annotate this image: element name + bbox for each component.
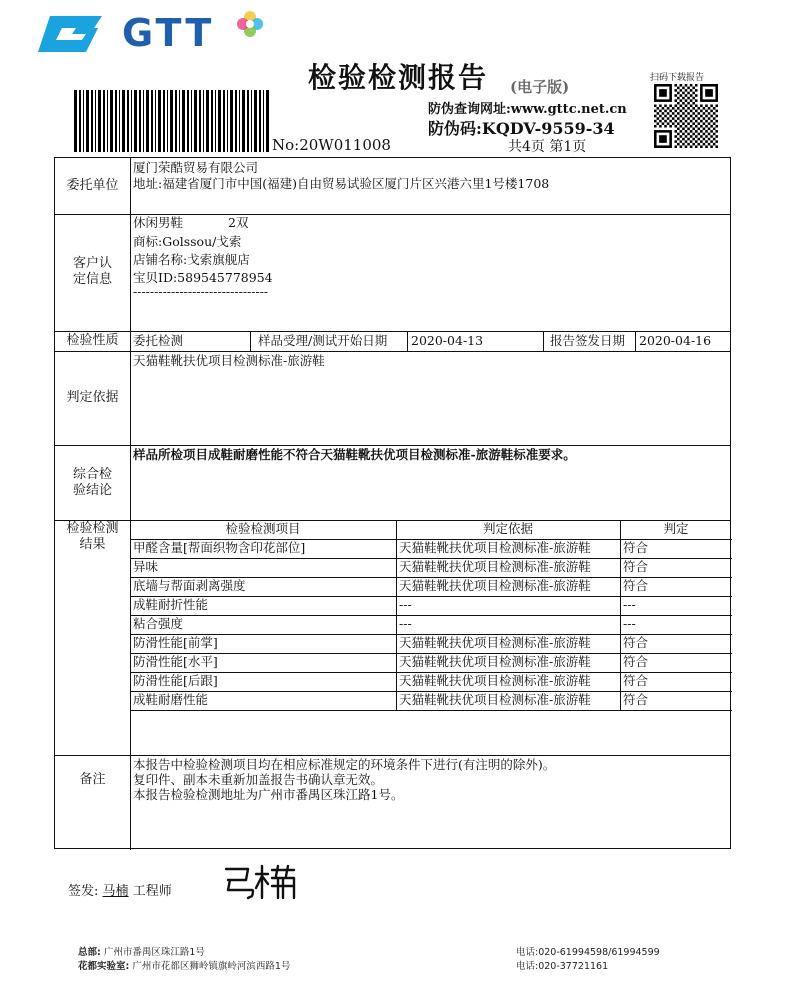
report-table xyxy=(54,157,731,849)
result-item: 防滑性能[前掌] xyxy=(133,635,218,650)
result-item: 防滑性能[水平] xyxy=(133,654,218,669)
client-label: 委托单位 xyxy=(66,178,119,193)
result-item: 异味 xyxy=(133,559,159,574)
result-item: 防滑性能[后跟] xyxy=(133,673,218,688)
sample-label: 客户认定信息 xyxy=(72,256,112,287)
hq-label: 总部: xyxy=(78,947,101,958)
conclusion-label: 综合检验结论 xyxy=(72,467,112,498)
result-row xyxy=(130,596,732,615)
gtt-logo-icon xyxy=(36,14,106,54)
result-basis: 天猫鞋靴扶优项目检测标准-旅游鞋 xyxy=(399,578,591,593)
result-item: 粘合强度 xyxy=(133,616,184,631)
basis-value: 天猫鞋靴扶优项目检测标准-旅游鞋 xyxy=(133,353,325,368)
antifake-url: 防伪查询网址:www.gttc.net.cn xyxy=(428,102,627,117)
hq-phone: 电话:020-61994598/61994599 xyxy=(516,947,660,958)
remarks-line-2: 复印件、副本未重新加盖报告书确认章无效。 xyxy=(133,772,384,787)
page-count: 共4页 第1页 xyxy=(508,139,587,155)
result-basis: --- xyxy=(399,616,412,631)
sample-item-id: 宝贝ID:589545778954 xyxy=(133,270,273,285)
sample-brand: 商标:Golssou/戈索 xyxy=(133,234,242,249)
result-basis: 天猫鞋靴扶优项目检测标准-旅游鞋 xyxy=(399,635,591,650)
barcode-icon xyxy=(74,90,270,152)
inspection-label: 检验性质 xyxy=(66,333,119,348)
brand-name: GTT xyxy=(122,11,215,55)
qr-label: 扫码下载报告 xyxy=(650,73,705,83)
report-number: No:20W011008 xyxy=(272,136,391,154)
issue-date-label: 报告签发日期 xyxy=(550,333,626,348)
lab-phone: 电话:020-37721161 xyxy=(516,961,609,972)
lab-label: 花都实验室: xyxy=(78,961,130,972)
issue-date: 2020-04-16 xyxy=(639,333,712,348)
result-verdict: 符合 xyxy=(623,559,649,574)
basis-label: 判定依据 xyxy=(66,390,119,405)
client-address: 地址:福建省厦门市中国(福建)自由贸易试验区厦门片区兴港六里1号楼1708 xyxy=(133,176,550,191)
result-item: 成鞋耐折性能 xyxy=(133,597,209,612)
result-basis: 天猫鞋靴扶优项目检测标准-旅游鞋 xyxy=(399,692,591,707)
header-basis: 判定依据 xyxy=(482,521,533,536)
result-verdict: 符合 xyxy=(623,692,649,707)
result-row xyxy=(130,653,732,672)
inspection-type: 委托检测 xyxy=(133,333,184,348)
header-verdict: 判定 xyxy=(663,521,689,536)
remarks-label: 备注 xyxy=(79,772,106,787)
result-basis: --- xyxy=(399,597,412,612)
remarks-line-1: 本报告中检验检测项目均在相应标准规定的环境条件下进行(有注明的除外)。 xyxy=(133,757,556,772)
result-row xyxy=(130,615,732,634)
remarks-line-3: 本报告检验检测地址为广州市番禺区珠江路1号。 xyxy=(133,787,404,802)
result-row xyxy=(130,672,732,691)
result-row xyxy=(130,634,732,653)
handwritten-signature xyxy=(222,862,298,900)
page-title: 检验检测报告 xyxy=(308,61,489,94)
result-verdict: --- xyxy=(623,597,636,612)
result-item: 甲醛含量[帮面织物含印花部位] xyxy=(133,540,306,555)
qr-code-icon[interactable] xyxy=(654,84,718,148)
signoff-label: 签发: xyxy=(68,884,99,899)
client-name: 厦门荣酷贸易有限公司 xyxy=(133,160,259,175)
header-item: 检验检测项目 xyxy=(225,521,301,536)
start-date: 2020-04-13 xyxy=(411,333,484,348)
result-basis: 天猫鞋靴扶优项目检测标准-旅游鞋 xyxy=(399,540,591,555)
sample-product: 休闲男鞋 xyxy=(133,215,184,230)
result-item: 成鞋耐磨性能 xyxy=(133,692,209,707)
antifake-code: 防伪码:KQDV-9559-34 xyxy=(428,119,615,138)
result-basis: 天猫鞋靴扶优项目检测标准-旅游鞋 xyxy=(399,559,591,574)
result-row xyxy=(130,539,732,558)
sample-quantity: 2双 xyxy=(228,215,249,230)
result-verdict: --- xyxy=(623,616,636,631)
result-verdict: 符合 xyxy=(623,578,649,593)
sample-shop: 店铺名称:戈索旗舰店 xyxy=(133,252,250,267)
signoff xyxy=(68,880,172,899)
result-verdict: 符合 xyxy=(623,635,649,650)
flower-logo-icon xyxy=(236,10,264,38)
result-basis: 天猫鞋靴扶优项目检测标准-旅游鞋 xyxy=(399,654,591,669)
signoff-name: 马楠 xyxy=(102,884,129,899)
result-verdict: 符合 xyxy=(623,673,649,688)
edition-label: (电子版) xyxy=(510,78,570,96)
result-verdict: 符合 xyxy=(623,654,649,669)
conclusion-value: 样品所检项目成鞋耐磨性能不符合天猫鞋靴扶优项目检测标准-旅游鞋标准要求。 xyxy=(133,447,576,462)
start-date-label: 样品受理/测试开始日期 xyxy=(258,333,388,348)
result-row xyxy=(130,558,732,577)
hq-address: 广州市番禺区珠江路1号 xyxy=(103,947,205,958)
signoff-title: 工程师 xyxy=(132,884,172,899)
lab-address: 广州市花都区狮岭镇旗岭河滨西路1号 xyxy=(132,961,291,972)
result-row xyxy=(130,577,732,596)
sample-divider: -------------------------------- xyxy=(133,284,269,299)
result-row xyxy=(130,691,732,710)
result-item: 底墙与帮面剥离强度 xyxy=(133,578,246,593)
result-basis: 天猫鞋靴扶优项目检测标准-旅游鞋 xyxy=(399,673,591,688)
results-label: 检验检测结果 xyxy=(66,521,119,552)
result-verdict: 符合 xyxy=(623,540,649,555)
results-header-row xyxy=(130,520,732,539)
